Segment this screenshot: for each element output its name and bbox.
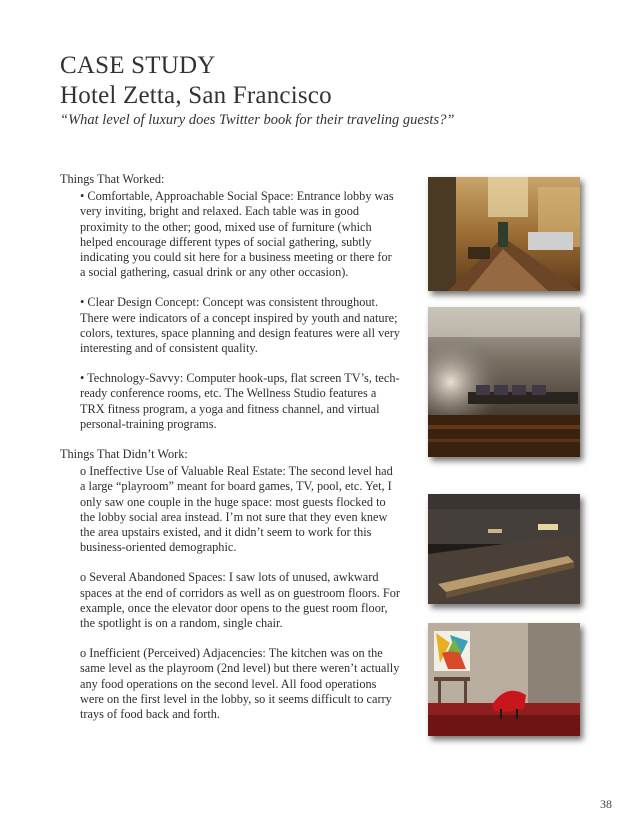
didnt-work-item-real-estate: o Ineffective Use of Valuable Real Estate: The second level had a large “playroom” meant for board games, TV, pool, etc. Yet, I only saw one couple in the huge space: most guests flocked to the lobby social area instead. I’m not sure that they even knew the area upstairs existed, and it didn’t seem to work for this business-oriented demographic. <box>80 464 393 555</box>
hotel-name-title: Hotel Zetta, San Francisco <box>60 82 332 109</box>
research-question: “What level of luxury does Twitter book for their traveling guests?” <box>60 112 455 128</box>
page-number: 38 <box>600 797 612 811</box>
didnt-work-item-adjacencies: o Inefficient (Perceived) Adjacencies: The kitchen was on the same level as the playroom (2nd level) but there weren’t actually any food operations on the second level. All food operations were on the first level in the lobby, so it seems difficult to carry trays of food back and forth. <box>80 646 400 722</box>
worked-item-design-concept: • Clear Design Concept: Concept was consistent throughout. There were indicators of a concept inspired by youth and nature; colors, textures, space planning and design features were all very interesting and of consistent quality. <box>80 295 400 356</box>
lobby-photo <box>428 177 580 291</box>
worked-item-social-space: • Comfortable, Approachable Social Space: Entrance lobby was very inviting, bright and relaxed. Each table was in good proximity to the other; good, mixed use of furniture (which helped encourage different types of social gathering, subtly indicating you could sit here for a business meeting or there for a social gathering, casual drink or any other occasion). <box>80 189 394 280</box>
worked-item-technology: • Technology-Savvy: Computer hook-ups, flat screen TV’s, tech-ready conference rooms, etc. The Wellness Studio features a TRX fitness program, a yoga and fitness channel, and virtual personal-training programs. <box>80 371 400 431</box>
corridor-bench-photo <box>428 307 580 457</box>
body-text <box>60 172 400 737</box>
didnt-work-heading: Things That Didn’t Work: <box>60 447 188 462</box>
guest-floor-chair-photo <box>428 623 580 736</box>
case-study-title: CASE STUDY <box>60 52 216 79</box>
worked-heading: Things That Worked: <box>60 172 165 186</box>
playroom-shuffleboard-photo <box>428 494 580 604</box>
didnt-work-item-abandoned-spaces: o Several Abandoned Spaces: I saw lots of unused, awkward spaces at the end of corridors as well as on guestroom floors. For example, once the elevator door opens to the guest room floor, the spotlight is on a random, single chair. <box>80 570 400 631</box>
